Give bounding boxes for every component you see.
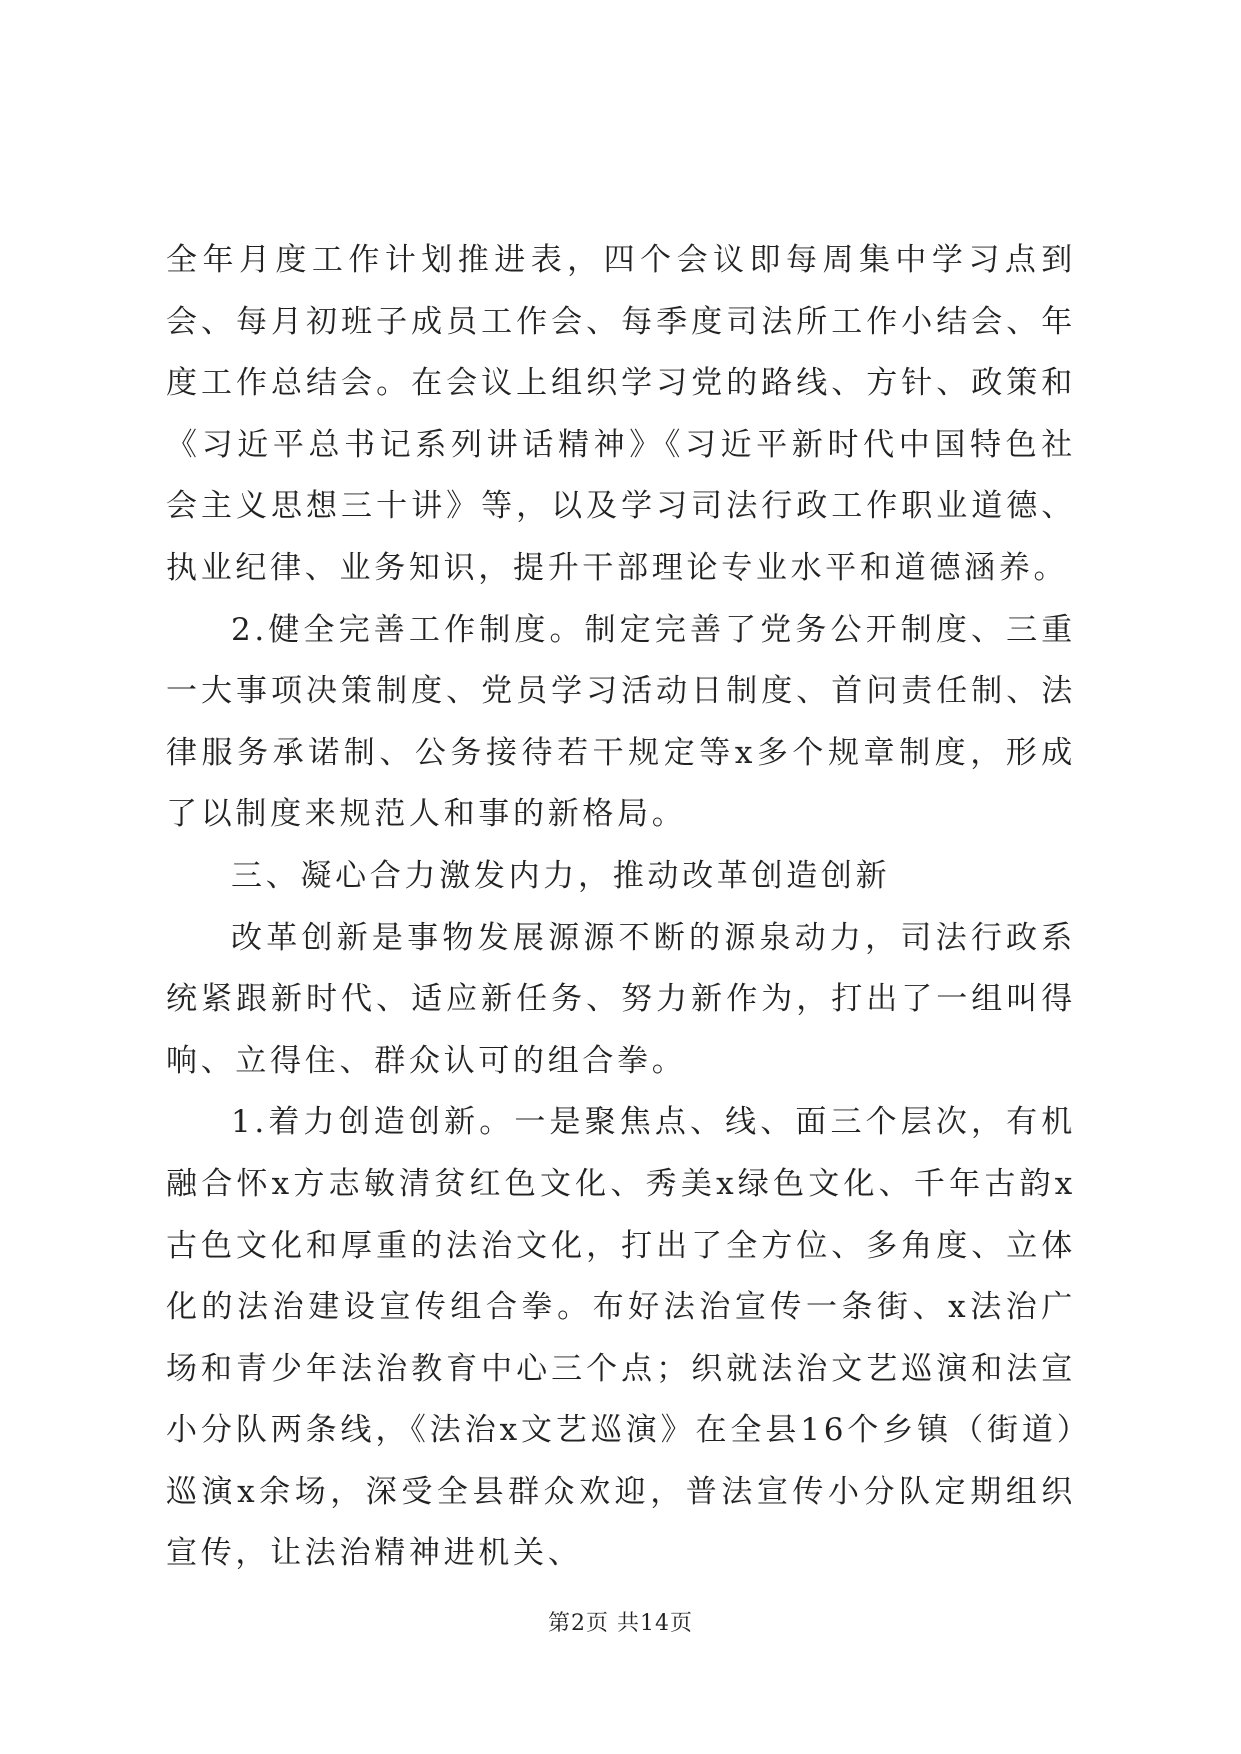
paragraph-1: 全年月度工作计划推进表，四个会议即每周集中学习点到会、每月初班子成员工作会、每季度司法所工作小结会、年度工作总结会。在会议上组织学习党的路线、方针、政策和《习近平总书记系列讲话精神》《习近平新时代中国特色社会主义思想三十讲》等，以及学习司法行政工作职业道德、执业纪律、业务知识，提升干部理论专业水平和道德涵养。	[166, 242, 1076, 586]
paragraph-3: 改革创新是事物发展源源不断的源泉动力，司法行政系统紧跟新时代、适应新任务、努力新作为，打出了一组叫得响、立得住、群众认可的组合拳。	[166, 919, 1076, 1079]
section-heading: 三、凝心合力激发内力，推动改革创造创新	[231, 857, 891, 894]
paragraph-2: 2.健全完善工作制度。制定完善了党务公开制度、三重一大事项决策制度、党员学习活动日制度、首问责任制、法律服务承诺制、公务接待若干规定等x多个规章制度，形成了以制度来规范人和事的新格局。	[166, 611, 1076, 833]
paragraph-4: 1.着力创造创新。一是聚焦点、线、面三个层次，有机融合怀x方志敏清贫红色文化、秀美x绿色文化、千年古韵x古色文化和厚重的法治文化，打出了全方位、多角度、立体化的法治建设宣传组合拳。布好法治宣传一条街、x法治广场和青少年法治教育中心三个点；织就法治文艺巡演和法宣小分队两条线，《法治x文艺巡演》在全县16个乡镇（街道）巡演x余场，深受全县群众欢迎，普法宣传小分队定期组织宣传，让法治精神进机关、	[166, 1104, 1076, 1572]
document-body	[166, 230, 1076, 1585]
page-number-footer: 第2页 共14页	[548, 1611, 693, 1636]
